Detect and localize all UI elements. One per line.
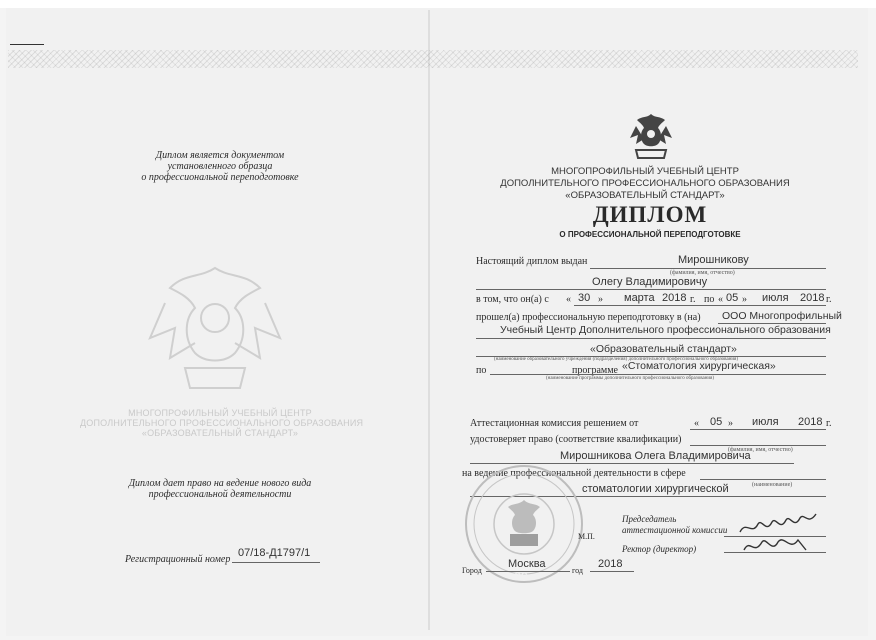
commission-day: 05: [710, 416, 723, 428]
start-year: 2018: [662, 292, 687, 304]
scan-top-margin: [0, 0, 876, 8]
city-underline: [486, 571, 570, 572]
start-day: 30: [578, 292, 591, 304]
period-label: в том, что он(а) с: [476, 294, 549, 305]
end-year: 2018: [800, 292, 825, 304]
guilloche-band: [8, 50, 858, 68]
left-notice-bottom: [100, 478, 340, 500]
by-label: по: [704, 294, 715, 305]
faded-emblem-icon: [145, 248, 285, 398]
program-label: программе: [572, 365, 618, 376]
program-name: «Стоматология хирургическая»: [622, 360, 776, 372]
org-line-2: Учебный Центр Дополнительного профессионального образования: [500, 324, 831, 336]
program-prefix: по: [476, 365, 487, 376]
surname-underline: [590, 268, 826, 269]
certifies-underline: [690, 445, 826, 446]
reg-underline: [232, 562, 320, 563]
field-value: стоматологии хирургической: [582, 483, 729, 495]
notice-line: профессиональной деятельности: [148, 489, 292, 500]
issued-label: Настоящий диплом выдан: [476, 256, 588, 267]
commission-label: Аттестационная комиссия решением от: [470, 418, 639, 429]
field-label: на ведение профессиональной деятельности в сфере: [462, 468, 686, 479]
faded-org-line: «ОБРАЗОВАТЕЛЬНЫЙ СТАНДАРТ»: [141, 428, 299, 438]
certifies-label: удостоверяет право (соответствие квалификации): [470, 434, 682, 445]
reg-number: 07/18-Д1797/1: [238, 547, 311, 559]
field-label-underline: [700, 479, 826, 480]
chair-label-line: Председатель: [622, 514, 677, 524]
left-notice-top: [130, 150, 310, 183]
passed-label: прошел(а) профессиональную переподготовку в (на): [476, 312, 701, 323]
given-names-underline: [476, 289, 826, 290]
notice-line: о профессиональной переподготовке: [141, 172, 299, 183]
field-hint: (наименование): [752, 482, 793, 488]
commission-underline: [690, 429, 826, 430]
notice-line: Диплом дает право на ведение нового вида: [128, 478, 312, 489]
commission-month: июля: [752, 416, 779, 428]
org-line: ДОПОЛНИТЕЛЬНОГО ПРОФЕССИОНАЛЬНОГО ОБРАЗОВАНИЯ: [500, 178, 790, 189]
fio-hint: (фамилия, имя, отчество): [728, 447, 793, 453]
chair-label-line: аттестационной комиссии: [622, 525, 728, 535]
start-month: марта: [624, 292, 655, 304]
end-day: 05: [726, 292, 739, 304]
year-suffix: г.: [690, 294, 696, 305]
year-label: год: [572, 566, 583, 575]
reg-label: Регистрационный номер: [125, 554, 231, 565]
stamp-mp: М.П.: [578, 532, 595, 541]
period-underline: [574, 305, 826, 306]
holder-name: Мирошникова Олега Владимировича: [560, 450, 751, 462]
name-hint: (фамилия, имя, отчество): [670, 270, 735, 276]
chair-signature: [736, 506, 826, 562]
notice-line: установленного образца: [167, 161, 273, 172]
program-hint: (наименование программы дополнительного профессионального образования): [546, 376, 715, 381]
given-names-value: Олегу Владимировичу: [592, 276, 708, 288]
org-line: МНОГОПРОФИЛЬНЫЙ УЧЕБНЫЙ ЦЕНТР: [551, 166, 739, 177]
seal-text: ОС: [514, 571, 528, 581]
commission-year: 2018: [798, 416, 823, 428]
org-line-3: «Образовательный стандарт»: [590, 343, 737, 355]
end-month: июля: [762, 292, 789, 304]
faded-org-line: МНОГОПРОФИЛЬНЫЙ УЧЕБНЫЙ ЦЕНТР: [128, 408, 312, 418]
diploma-subtitle: О ПРОФЕССИОНАЛЬНОЙ ПЕРЕПОДГОТОВКЕ: [559, 230, 741, 239]
page-fold: [428, 10, 430, 630]
surname-value: Мирошникову: [678, 254, 749, 266]
org-line-1: ООО Многопрофильный: [722, 310, 842, 322]
city-value: Москва: [508, 558, 546, 570]
notice-line: Диплом является документом: [155, 150, 285, 161]
right-org-header: [480, 166, 810, 202]
rector-label: Ректор (директор): [622, 544, 697, 554]
year-value: 2018: [598, 558, 623, 570]
org-hint: (наименование образовательного учреждения (подразделения) дополнительного профессионального образования): [494, 357, 739, 362]
left-faded-org: [80, 408, 364, 438]
org-line: «ОБРАЗОВАТЕЛЬНЫЙ СТАНДАРТ»: [565, 190, 725, 201]
eagle-emblem-icon: [628, 110, 674, 162]
faded-org-line: ДОПОЛНИТЕЛЬНОГО ПРОФЕССИОНАЛЬНОГО ОБРАЗОВАНИЯ: [80, 418, 364, 428]
city-label: Город: [462, 566, 482, 575]
chair-label: [622, 514, 727, 536]
diploma-title: ДИПЛОМ: [592, 202, 708, 227]
year-underline: [590, 571, 634, 572]
corner-mark: [10, 44, 44, 45]
org-line-2-underline: [476, 338, 826, 339]
program-underline: [490, 374, 826, 375]
